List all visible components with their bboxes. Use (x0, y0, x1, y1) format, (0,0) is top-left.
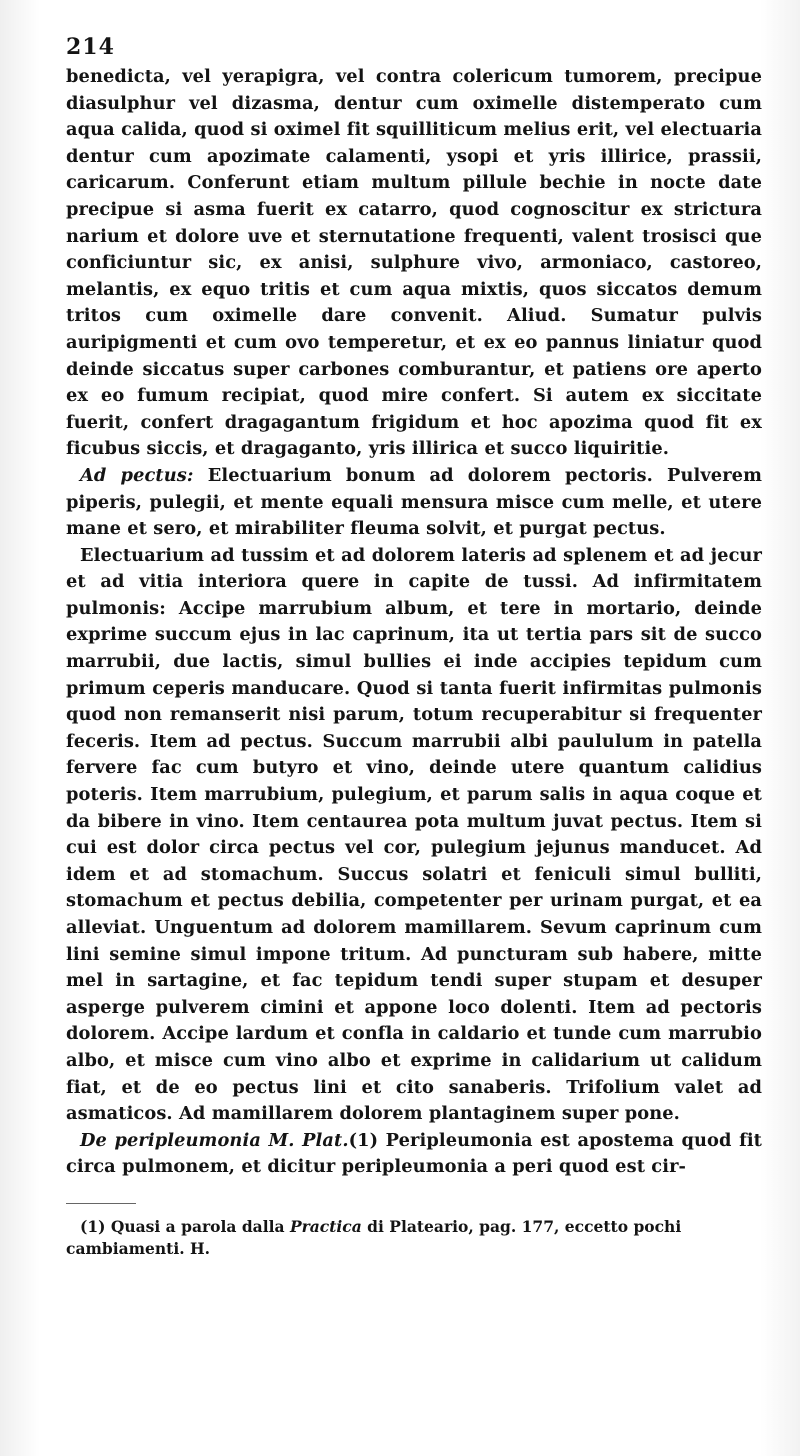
page-number: 214 (66, 34, 115, 60)
footnote-text: di Plateario, pag. 177, eccetto pochi cambiamenti. H. (66, 1216, 682, 1258)
footnote-divider (66, 1203, 136, 1204)
section-heading: De peripleumonia M. Plat. (80, 1129, 349, 1151)
footnote-mark: (1) (80, 1216, 106, 1236)
footnote-work-title: Practica (289, 1216, 362, 1236)
paragraph-text: Electuarium ad tussim et ad dolorem lateris ad splenem et ad jecur et ad vitia interiora quere in capite de tussi. Ad infirmitatem pulmonis: Accipe marrubium album, et tere in mortario, deinde exprime succum ejus in lac caprinum, ita ut tertia pars sit de succo marrubii, due lactis, simul bullies ei inde accipies tepidum cum primum ceperis manducare. Quod si tanta fuerit infirmitas pulmonis quod non remanserit nisi parum, totum recuperabitur si frequenter feceris. Item ad pectus. Succum marrubii albi paululum in patella fervere fac cum butyro et vino, deinde utere quantum calidius poteris. Item marrubium, pulegium, et parum salis in aqua coque et da bibere in vino. Item centaurea pota multum juvat pectus. Item si cui est dolor circa pectus vel cor, pulegium jejunus manducet. Ad idem et ad stomachum. Succus solatri et feniculi simul bulliti, stomachum et pectus debilia, competenter per urinam purgat, et ea alleviat. Unguentum ad dolorem mamillarem. Sevum caprinum cum lini semine simul impone tritum. Ad puncturam sub habere, mitte mel in sartagine, et fac tepidum tendi super stupam et desuper asperge pulverem cimini et appone loco dolenti. Item ad pectoris dolorem. Accipe lardum et confla in caldario et tunde cum marrubio albo, et misce cum vino albo et exprime in calidarium ut calidum fiat, et de eo pectus lini et cito sanaberis. Trifolium valet ad asmaticos. Ad mamillarem dolorem plantaginem super pone. (66, 544, 762, 1125)
footnote-text: Quasi a parola dalla (105, 1216, 290, 1236)
paragraph-continuation (66, 64, 762, 463)
paragraph-peripleumonia (66, 1128, 762, 1181)
paragraph-text: Electuarium bonum ad dolorem pectoris. Pulverem piperis, pulegii, et mente equali mensura misce cum melle, et utere mane et sero, et mirabiliter fleuma solvit, et purgat pectus. (66, 464, 763, 540)
footnote (66, 1216, 762, 1260)
section-heading: Ad pectus: (80, 464, 194, 486)
paragraph-electuarium (66, 543, 762, 1128)
footnote-reference[interactable]: (1) (348, 1129, 379, 1151)
paragraph-ad-pectus (66, 463, 762, 543)
paragraph-text: Peripleumonia est apostema quod fit circa pulmonem, et dicitur peripleumonia a peri quod est cir- (66, 1129, 762, 1178)
main-text (66, 64, 762, 1181)
paragraph-text: benedicta, vel yerapigra, vel contra colericum tumorem, precipue diasulphur vel dizasma, dentur cum oximelle distemperato cum aqua calida, quod si oximel fit squilliticum melius erit, vel electuaria dentur cum apozimate calamenti, ysopi et yris illirice, prassii, caricarum. Conferunt etiam multum pillule bechie in nocte date precipue si asma fuerit ex catarro, quod cognoscitur ex strictura narium et dolore uve et sternutatione frequenti, valent trosisci que conficiuntur sic, ex anisi, sulphure vivo, armoniaco, castoreo, melantis, ex equo tritis et cum aqua mixtis, quos siccatos demum tritos cum oximelle dare convenit. Aliud. Sumatur pulvis auripigmenti et cum ovo temperetur, et ex eo pannus liniatur quod deinde siccatus super carbones comburantur, et patiens ore aperto ex eo fumum recipiat, quod mire confert. Si autem ex siccitate fuerit, confert dragagantum frigidum et hoc apozima quod fit ex ficubus siccis, et dragaganto, yris illirica et succo liquiritie. (66, 66, 762, 460)
